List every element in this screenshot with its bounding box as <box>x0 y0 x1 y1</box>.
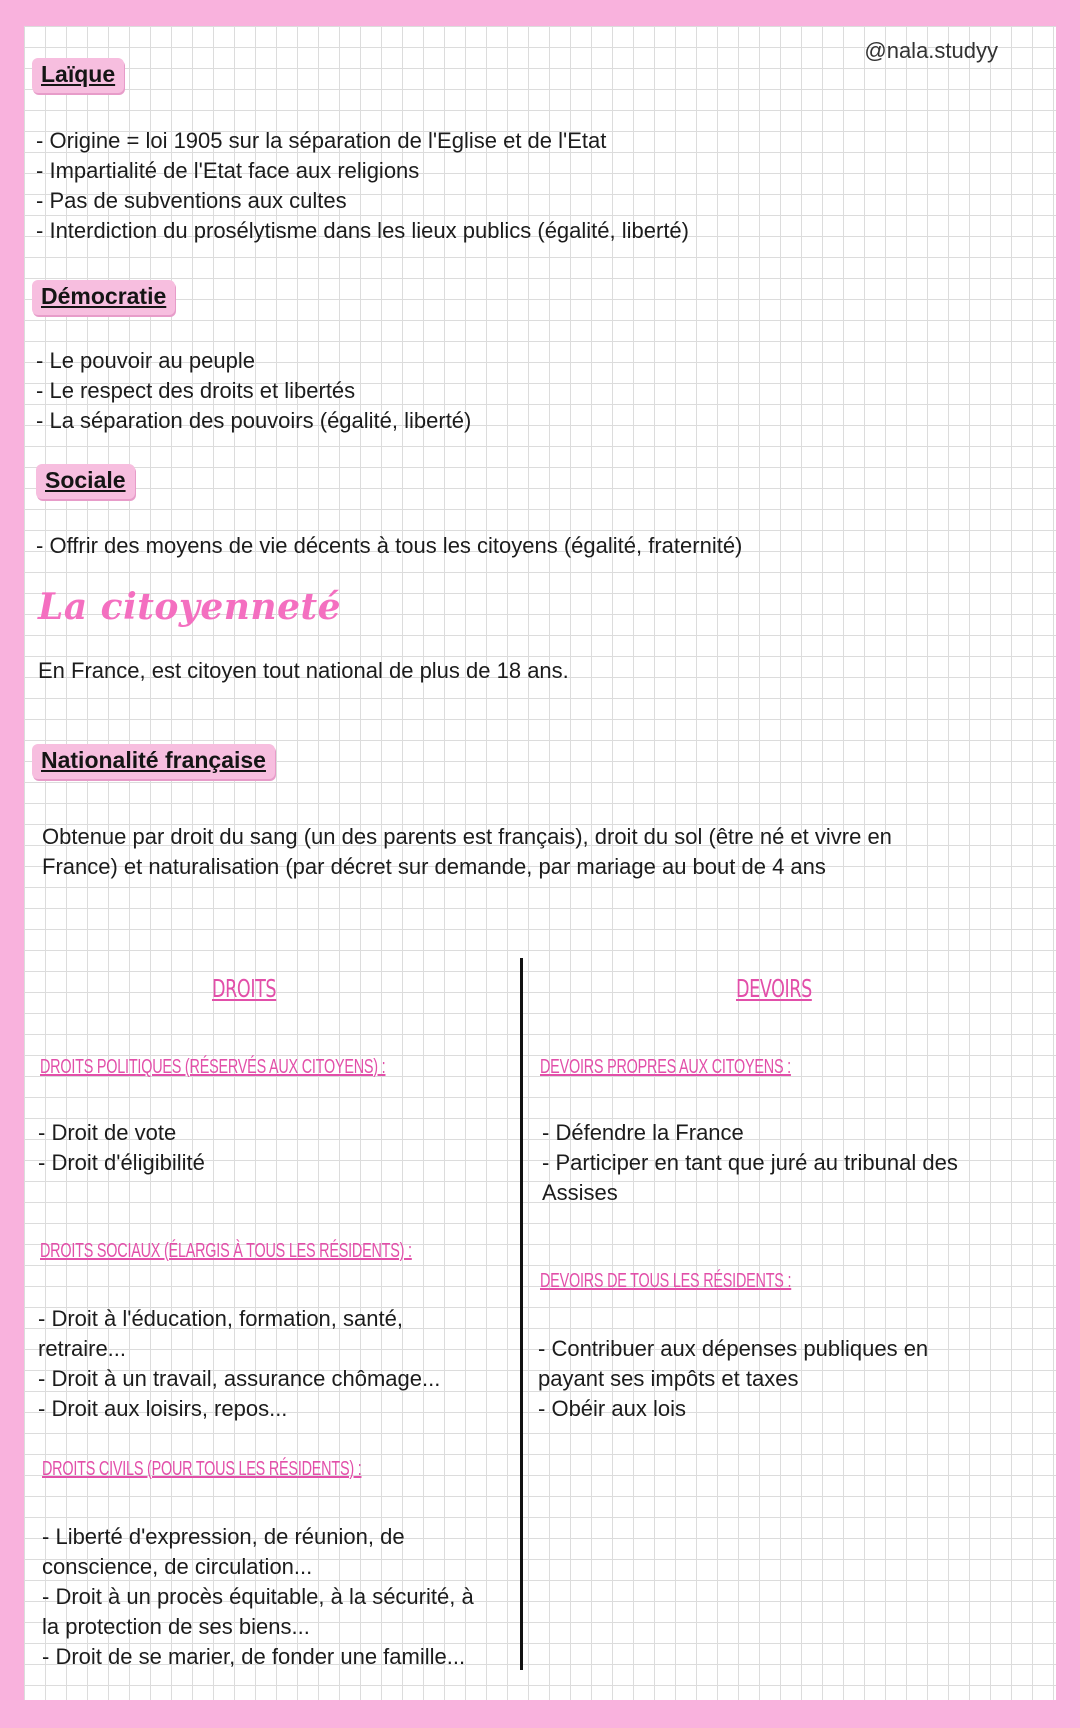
droits-heading: DROITS <box>212 974 277 1003</box>
droits-civils-list <box>42 1522 492 1672</box>
notes-page <box>24 26 1056 1700</box>
citoyennete-text: En France, est citoyen tout national de plus de 18 ans. <box>38 658 569 683</box>
section-democratie <box>32 280 175 315</box>
section-title-laique: Laïque <box>32 58 124 93</box>
list-item: - Le respect des droits et libertés <box>36 376 936 406</box>
list-item: - Défendre la France <box>542 1118 1012 1148</box>
laique-list <box>36 126 936 246</box>
list-item: - Contribuer aux dépenses publiques en payant ses impôts et taxes <box>538 1334 988 1394</box>
list-item: - La séparation des pouvoirs (égalité, liberté) <box>36 406 936 436</box>
author-handle: @nala.studyy <box>864 38 998 63</box>
list-item: - Droit de vote <box>38 1118 498 1148</box>
section-title-sociale: Sociale <box>36 464 135 499</box>
list-item: - Le pouvoir au peuple <box>36 346 936 376</box>
sociale-list <box>36 531 996 561</box>
list-item: - Impartialité de l'Etat face aux religions <box>36 156 936 186</box>
list-item: - Pas de subventions aux cultes <box>36 186 936 216</box>
devoirs-heading: DEVOIRS <box>736 974 812 1003</box>
list-item: - Offrir des moyens de vie décents à tous les citoyens (égalité, fraternité) <box>36 531 996 561</box>
droits-sociaux-list <box>38 1304 478 1424</box>
droits-politiques-list <box>38 1118 498 1178</box>
nationalite-line-1: Obtenue par droit du sang (un des parents est français), droit du sol (être né et vivre en <box>42 824 892 849</box>
devoirs-citoyens-list <box>542 1118 1012 1208</box>
section-nationalite <box>32 744 275 779</box>
section-sociale <box>36 464 135 499</box>
devoirs-residents-list <box>538 1334 988 1424</box>
devoirs-residents-title: DEVOIRS DE TOUS LES RÉSIDENTS : <box>540 1270 792 1292</box>
list-item: - Droit à l'éducation, formation, santé, retraire... <box>38 1304 478 1364</box>
nationalite-line-2: France) et naturalisation (par décret sur demande, par mariage au bout de 4 ans <box>42 854 826 879</box>
list-item: - Droit à un travail, assurance chômage... <box>38 1364 478 1394</box>
section-laique <box>32 58 124 93</box>
droits-civils-title: DROITS CIVILS (POUR TOUS LES RÉSIDENTS) : <box>42 1458 362 1480</box>
section-title-democratie: Démocratie <box>32 280 175 315</box>
list-item: - Droit aux loisirs, repos... <box>38 1394 478 1424</box>
section-title-nationalite: Nationalité française <box>32 744 275 779</box>
droits-sociaux-title: DROITS SOCIAUX (ÉLARGIS À TOUS LES RÉSIDENTS) : <box>40 1240 412 1262</box>
citoyennete-title: La citoyenneté <box>38 586 342 628</box>
list-item: - Droit d'éligibilité <box>38 1148 498 1178</box>
nationalite-text <box>42 822 1042 882</box>
column-divider <box>520 958 523 1670</box>
list-item: - Interdiction du prosélytisme dans les lieux publics (égalité, liberté) <box>36 216 936 246</box>
list-item: - Liberté d'expression, de réunion, de conscience, de circulation... <box>42 1522 492 1582</box>
list-item: - Droit de se marier, de fonder une famille... <box>42 1642 492 1672</box>
list-item: - Origine = loi 1905 sur la séparation de l'Eglise et de l'Etat <box>36 126 936 156</box>
list-item: - Participer en tant que juré au tribunal des Assises <box>542 1148 1012 1208</box>
droits-politiques-title: DROITS POLITIQUES (RÉSERVÉS AUX CITOYENS) : <box>40 1056 386 1078</box>
list-item: - Droit à un procès équitable, à la sécurité, à la protection de ses biens... <box>42 1582 492 1642</box>
democratie-list <box>36 346 936 436</box>
devoirs-citoyens-title: DEVOIRS PROPRES AUX CITOYENS : <box>540 1056 791 1078</box>
list-item: - Obéir aux lois <box>538 1394 988 1424</box>
